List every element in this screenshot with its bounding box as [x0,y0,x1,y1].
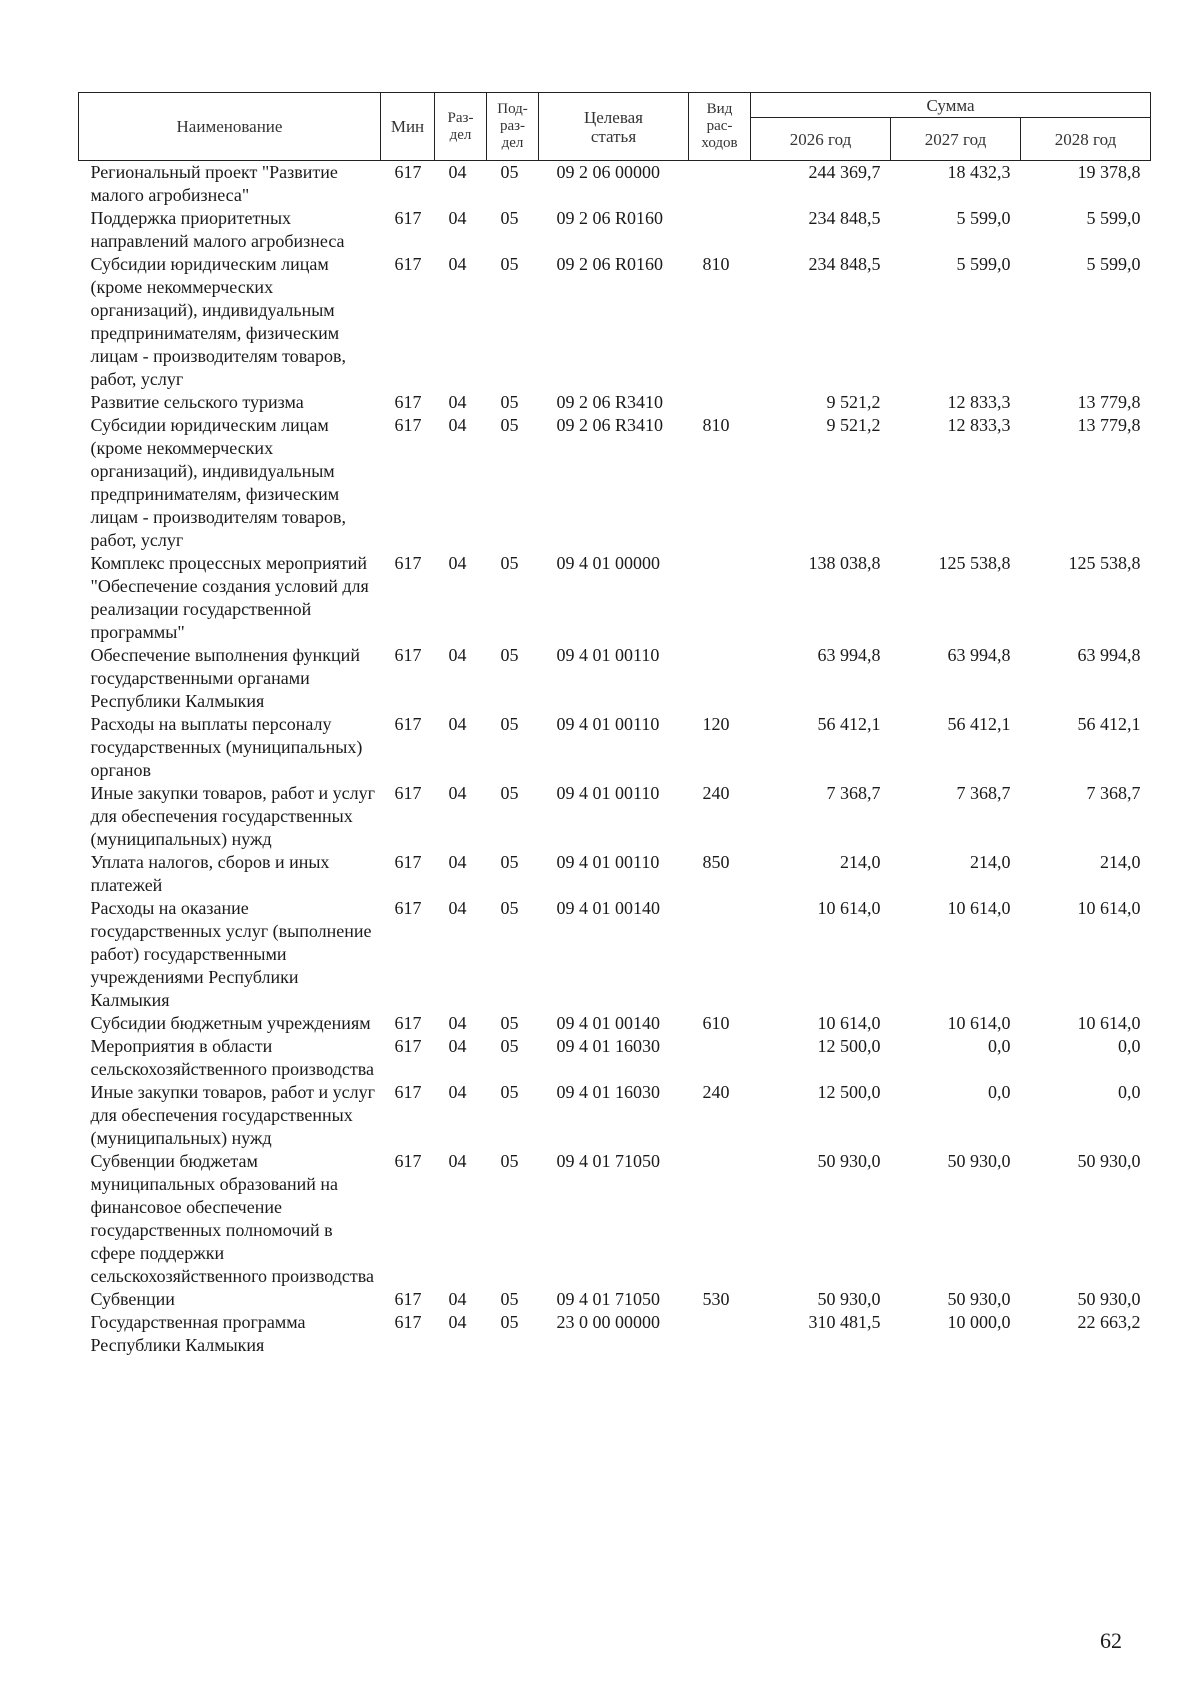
header-year-2028: 2028 год [1021,118,1151,161]
row-sum-2026: 138 038,8 [808,553,881,573]
table-row [79,391,1151,414]
row-min: 617 [394,714,422,734]
table-row [79,644,1151,713]
row-celevaya: 09 4 01 71050 [556,1151,660,1171]
row-vid: 850 [702,852,730,872]
row-name: Мероприятия в области сельскохозяйственного производства [90,1036,375,1079]
row-sum-2028: 0,0 [1118,1082,1141,1102]
table-row [79,253,1151,391]
header-vid-text: Вид рас- ходов [701,101,738,151]
row-name: Развитие сельского туризма [90,392,304,412]
row-sum-2026: 9 521,2 [826,392,881,412]
row-sum-2028: 19 378,8 [1077,162,1141,182]
table-row [79,713,1151,782]
row-vid: 120 [702,714,730,734]
row-sum-2026: 10 614,0 [817,898,881,918]
row-sum-2027: 56 412,1 [947,714,1011,734]
table-row [79,1081,1151,1150]
header-podrazdel-text: Под- раз- дел [497,101,528,151]
table-row [79,897,1151,1012]
row-celevaya: 09 4 01 16030 [556,1082,660,1102]
header-vid [689,93,751,161]
row-min: 617 [394,392,422,412]
row-vid [689,391,751,414]
row-sum-2028: 63 994,8 [1077,645,1141,665]
row-name: Комплекс процессных мероприятий "Обеспечение создания условий для реализации государственной программы" [90,553,369,642]
row-vid [689,897,751,1012]
table-row [79,1150,1151,1288]
row-celevaya: 09 4 01 16030 [556,1036,660,1056]
row-razdel: 04 [448,898,467,918]
row-vid [689,644,751,713]
row-razdel: 04 [448,852,467,872]
row-vid [689,1035,751,1081]
row-min: 617 [394,1312,422,1332]
table-row [79,782,1151,851]
row-name: Поддержка приоритетных направлений малого агробизнеса [90,208,345,251]
row-razdel: 04 [448,645,467,665]
row-podrazdel: 05 [500,898,519,918]
row-sum-2027: 125 538,8 [938,553,1011,573]
row-celevaya: 23 0 00 00000 [556,1312,660,1332]
header-year-2026: 2026 год [751,118,891,161]
row-vid [689,1311,751,1357]
row-sum-2027: 7 368,7 [956,783,1011,803]
row-podrazdel: 05 [500,392,519,412]
row-razdel: 04 [448,714,467,734]
row-min: 617 [394,254,422,274]
row-min: 617 [394,783,422,803]
row-vid: 810 [702,415,730,435]
header-celevaya [539,93,689,161]
page-number: 62 [1100,1628,1122,1653]
row-podrazdel: 05 [500,254,519,274]
row-sum-2026: 9 521,2 [826,415,881,435]
row-sum-2028: 22 663,2 [1077,1312,1141,1332]
row-min: 617 [394,1036,422,1056]
row-podrazdel: 05 [500,208,519,228]
row-podrazdel: 05 [500,1312,519,1332]
row-sum-2028: 10 614,0 [1077,1013,1141,1033]
row-sum-2026: 56 412,1 [817,714,881,734]
row-razdel: 04 [448,415,467,435]
row-name: Субсидии бюджетным учреждениям [90,1013,371,1033]
row-razdel: 04 [448,254,467,274]
row-sum-2027: 50 930,0 [947,1151,1011,1171]
header-celevaya-text: Целевая статья [583,107,644,146]
row-name: Субсидии юридическим лицам (кроме некоммерческих организаций), индивидуальным предпринимателям, физическим лицам - производителям товаров, работ, услуг [90,254,347,389]
table-row [79,552,1151,644]
row-celevaya: 09 4 01 00140 [556,898,660,918]
row-podrazdel: 05 [500,162,519,182]
row-podrazdel: 05 [500,852,519,872]
row-sum-2028: 5 599,0 [1086,254,1141,274]
table-row [79,414,1151,552]
row-min: 617 [394,553,422,573]
row-sum-2027: 5 599,0 [956,254,1011,274]
row-sum-2028: 10 614,0 [1077,898,1141,918]
row-razdel: 04 [448,1036,467,1056]
row-sum-2028: 50 930,0 [1077,1289,1141,1309]
row-vid: 530 [702,1289,730,1309]
row-celevaya: 09 4 01 00000 [556,553,660,573]
row-sum-2028: 13 779,8 [1077,392,1141,412]
header-razdel-text: Раз- дел [447,109,474,143]
row-min: 617 [394,415,422,435]
row-vid [689,552,751,644]
row-name: Региональный проект "Развитие малого агробизнеса" [90,162,338,205]
row-min: 617 [394,208,422,228]
row-min: 617 [394,852,422,872]
table-row [79,1288,1151,1311]
row-sum-2026: 63 994,8 [817,645,881,665]
row-sum-2027: 10 614,0 [947,1013,1011,1033]
row-sum-2026: 310 481,5 [808,1312,881,1332]
row-sum-2027: 5 599,0 [956,208,1011,228]
row-razdel: 04 [448,392,467,412]
row-min: 617 [394,645,422,665]
row-vid [689,161,751,208]
row-sum-2026: 12 500,0 [817,1082,881,1102]
row-celevaya: 09 4 01 00140 [556,1013,660,1033]
row-razdel: 04 [448,1082,467,1102]
row-podrazdel: 05 [500,783,519,803]
row-podrazdel: 05 [500,1082,519,1102]
row-name: Государственная программа Республики Калмыкия [90,1312,306,1355]
table-row [79,207,1151,253]
row-sum-2027: 12 833,3 [947,392,1011,412]
row-min: 617 [394,1151,422,1171]
row-min: 617 [394,1289,422,1309]
row-name: Расходы на выплаты персоналу государственных (муниципальных) органов [90,714,363,780]
row-sum-2026: 12 500,0 [817,1036,881,1056]
row-name: Расходы на оказание государственных услуг (выполнение работ) государственными учреждениями Республики Калмыкия [90,898,372,1010]
row-vid [689,207,751,253]
row-podrazdel: 05 [500,1036,519,1056]
row-celevaya: 09 2 06 R3410 [556,392,664,412]
header-year-2027: 2027 год [891,118,1021,161]
row-celevaya: 09 2 06 R3410 [556,415,664,435]
row-vid [689,1150,751,1288]
row-sum-2027: 50 930,0 [947,1289,1011,1309]
row-sum-2026: 50 930,0 [817,1151,881,1171]
row-sum-2028: 50 930,0 [1077,1151,1141,1171]
row-sum-2028: 5 599,0 [1086,208,1141,228]
row-sum-2027: 0,0 [988,1036,1011,1056]
row-sum-2027: 18 432,3 [947,162,1011,182]
row-name: Субсидии юридическим лицам (кроме некоммерческих организаций), индивидуальным предпринимателям, физическим лицам - производителям товаров, работ, услуг [90,415,347,550]
row-sum-2026: 234 848,5 [808,254,881,274]
row-sum-2026: 50 930,0 [817,1289,881,1309]
row-sum-2026: 10 614,0 [817,1013,881,1033]
row-name: Иные закупки товаров, работ и услуг для обеспечения государственных (муниципальных) нужд [90,1082,375,1148]
row-sum-2027: 214,0 [970,852,1011,872]
row-celevaya: 09 4 01 00110 [556,714,660,734]
row-sum-2028: 13 779,8 [1077,415,1141,435]
row-razdel: 04 [448,1013,467,1033]
row-sum-2027: 10 614,0 [947,898,1011,918]
row-celevaya: 09 4 01 71050 [556,1289,660,1309]
row-sum-2027: 0,0 [988,1082,1011,1102]
row-razdel: 04 [448,553,467,573]
row-podrazdel: 05 [500,1013,519,1033]
row-sum-2027: 12 833,3 [947,415,1011,435]
header-summa: Сумма [751,93,1151,118]
table-row [79,1012,1151,1035]
budget-table [78,92,1151,1357]
row-celevaya: 09 4 01 00110 [556,645,660,665]
row-razdel: 04 [448,1289,467,1309]
row-podrazdel: 05 [500,415,519,435]
row-celevaya: 09 2 06 R0160 [556,254,664,274]
table-header [79,93,1151,161]
row-podrazdel: 05 [500,1151,519,1171]
row-podrazdel: 05 [500,714,519,734]
row-min: 617 [394,1082,422,1102]
row-sum-2028: 0,0 [1118,1036,1141,1056]
table-row [79,161,1151,208]
row-name: Обеспечение выполнения функций государственными органами Республики Калмыкия [90,645,360,711]
row-name: Субвенции [90,1289,175,1309]
row-celevaya: 09 4 01 00110 [556,852,660,872]
row-min: 617 [394,898,422,918]
row-min: 617 [394,1013,422,1033]
row-vid: 240 [702,783,730,803]
row-podrazdel: 05 [500,645,519,665]
header-razdel [435,93,487,161]
row-sum-2026: 214,0 [840,852,881,872]
row-sum-2027: 10 000,0 [947,1312,1011,1332]
header-podrazdel [487,93,539,161]
row-podrazdel: 05 [500,553,519,573]
row-sum-2027: 63 994,8 [947,645,1011,665]
table-body [79,161,1151,1358]
row-sum-2026: 7 368,7 [826,783,881,803]
row-sum-2026: 234 848,5 [808,208,881,228]
row-name: Иные закупки товаров, работ и услуг для обеспечения государственных (муниципальных) нужд [90,783,375,849]
row-vid: 610 [702,1013,730,1033]
row-sum-2028: 56 412,1 [1077,714,1141,734]
row-razdel: 04 [448,1151,467,1171]
row-razdel: 04 [448,783,467,803]
table-row [79,1035,1151,1081]
row-min: 617 [394,162,422,182]
header-name: Наименование [79,93,381,161]
table-row [79,1311,1151,1357]
row-name: Субвенции бюджетам муниципальных образований на финансовое обеспечение государственных полномочий в сфере поддержки сельскохозяйственного производства [90,1151,375,1286]
row-sum-2028: 214,0 [1100,852,1141,872]
row-sum-2028: 125 538,8 [1068,553,1141,573]
header-min: Мин [381,93,435,161]
row-vid: 810 [702,254,730,274]
row-sum-2026: 244 369,7 [808,162,881,182]
row-razdel: 04 [448,162,467,182]
row-celevaya: 09 2 06 00000 [556,162,660,182]
row-razdel: 04 [448,208,467,228]
row-sum-2028: 7 368,7 [1086,783,1141,803]
budget-page [78,92,1150,1357]
row-name: Уплата налогов, сборов и иных платежей [90,852,330,895]
row-podrazdel: 05 [500,1289,519,1309]
row-celevaya: 09 4 01 00110 [556,783,660,803]
table-row [79,851,1151,897]
row-vid: 240 [702,1082,730,1102]
row-razdel: 04 [448,1312,467,1332]
row-celevaya: 09 2 06 R0160 [556,208,664,228]
